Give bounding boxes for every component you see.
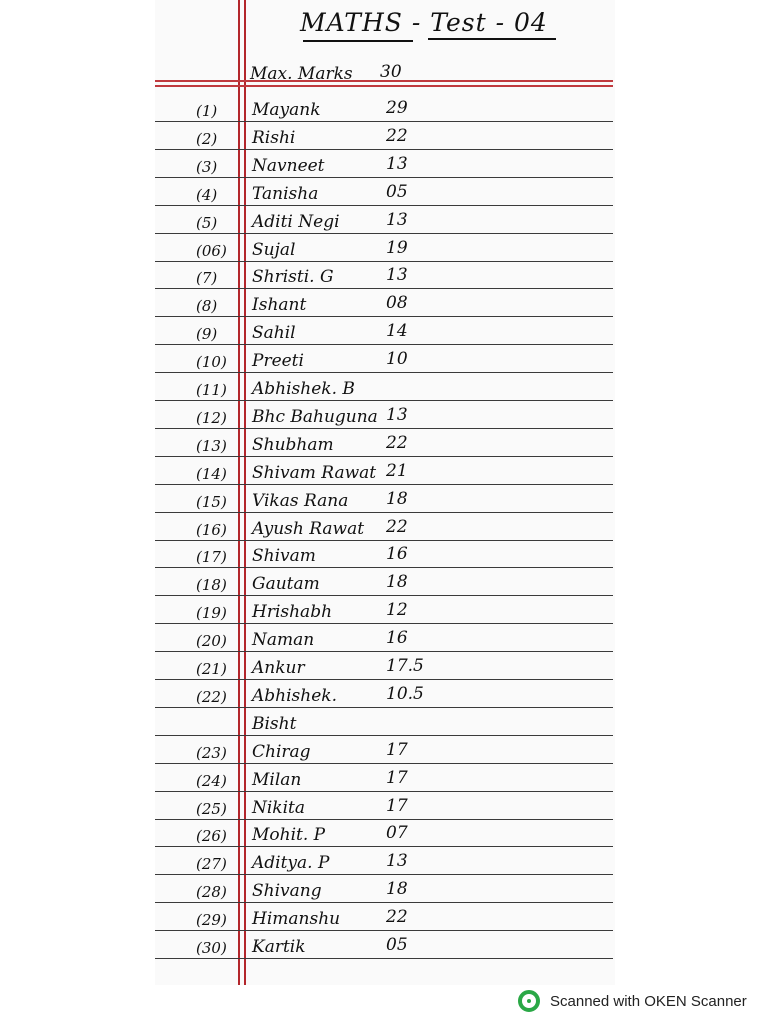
row-serial: (25) [196,799,227,818]
row-mark: 19 [386,237,408,258]
row-mark: 13 [386,404,408,425]
row-serial: (23) [196,743,227,762]
row-student-name: Bhc Bahuguna [252,406,378,427]
row-serial: (26) [196,827,227,846]
row-serial: (24) [196,771,227,790]
margin-line-right [244,0,246,985]
ruled-line [155,874,613,875]
row-mark: 10 [386,349,408,370]
row-student-name: Himanshu [252,909,341,930]
row-student-name: Ishant [252,295,307,316]
row-student-name: Shivam Rawat [252,462,377,483]
row-mark: 13 [386,265,408,286]
row-serial: (12) [196,408,227,427]
ruled-line [155,512,613,513]
row-student-name: Rishi [252,127,296,148]
row-student-name: Sahil [252,323,296,344]
ruled-line [155,846,613,847]
ruled-line [155,791,613,792]
row-mark: 21 [386,460,408,481]
row-mark: 22 [386,432,408,453]
ruled-line [155,261,613,262]
row-serial: (1) [196,102,218,120]
ruled-line [155,288,613,289]
row-mark: 12 [386,600,408,621]
row-serial: (14) [196,464,227,483]
ruled-line [155,121,613,122]
row-mark: 17.5 [386,656,424,676]
row-serial: (29) [196,911,227,930]
row-mark: 05 [386,181,408,202]
row-student-name: Tanisha [252,183,319,204]
row-serial: (19) [196,604,227,623]
row-mark: 16 [386,628,408,649]
row-serial: (4) [196,185,218,204]
row-student-name: Aditi Negi [252,211,340,232]
footer-text: Scanned with OKEN Scanner [550,992,747,1010]
ruled-line [155,595,613,596]
max-marks-value: 30 [380,62,402,82]
row-serial: (10) [196,353,227,372]
row-serial: (5) [196,213,218,232]
row-mark: 13 [386,851,408,872]
row-serial: (13) [196,436,227,455]
page-title: MATHS - Test - 04 [300,8,548,37]
row-mark: 18 [386,572,408,593]
row-mark: 22 [386,125,408,146]
ruled-line [155,679,613,680]
row-serial: (11) [196,381,227,399]
margin-line-left [238,0,240,985]
row-serial: (30) [196,939,227,957]
ruled-line [155,958,613,959]
ruled-line [155,400,613,401]
row-serial: (8) [196,297,218,316]
scanner-footer [518,990,747,1012]
row-serial: (27) [196,855,227,874]
row-student-name: Milan [252,769,302,790]
row-student-name: Ankur [252,658,305,678]
ruled-line [155,819,613,820]
row-student-name: Sujal [252,239,296,260]
ruled-line [155,344,613,345]
row-mark: 07 [386,823,408,844]
row-student-name: Shristi. G [252,267,334,288]
row-student-name: Mohit. P [252,825,326,846]
row-student-name: Shivam [252,546,316,567]
ruled-line [155,177,613,178]
row-serial: (2) [196,129,218,148]
title-underline [428,38,556,40]
row-student-name: Gautam [252,574,320,595]
row-student-name: Chirag [252,741,311,762]
row-mark: 14 [386,321,408,342]
scanner-logo-icon [518,990,540,1012]
row-student-name: Hrishabh [252,602,333,623]
row-mark: 17 [386,795,408,816]
ruled-line [155,372,613,373]
row-student-name: Abhishek. B [252,379,355,399]
ruled-line [155,316,613,317]
row-serial: (20) [196,632,227,651]
title-underline [303,40,413,42]
ruled-line [155,735,613,736]
row-mark: 08 [386,293,408,314]
row-mark: 22 [386,907,408,928]
ruled-line [155,567,613,568]
row-student-name: Shubham [252,434,334,455]
row-serial: (22) [196,687,227,706]
ruled-line [155,456,613,457]
row-student-name: Kartik [252,937,306,957]
max-marks-label: Max. Marks [250,64,353,84]
row-mark: 18 [386,488,408,509]
row-serial: (15) [196,492,227,511]
row-serial: (18) [196,576,227,595]
row-serial: (7) [196,269,218,288]
row-student-name: Nikita [252,797,306,818]
ruled-line [155,902,613,903]
ruled-line [155,233,613,234]
row-mark: 18 [386,879,408,900]
row-mark: 10.5 [386,683,424,704]
ruled-line [155,651,613,652]
row-student-name: Aditya. P [252,853,330,874]
ruled-line [155,428,613,429]
row-serial: (06) [196,241,227,260]
row-student-name: Navneet [252,155,325,176]
row-serial: (17) [196,548,227,567]
row-mark: 05 [386,935,408,955]
row-student-name: Naman [252,630,315,651]
row-student-name: Mayank [252,100,321,120]
ruled-line [155,623,613,624]
row-student-name: Vikas Rana [252,490,349,511]
row-student-name: Shivang [252,881,322,902]
ruled-line [155,484,613,485]
row-student-name: Ayush Rawat [252,518,365,539]
row-serial: (28) [196,883,227,902]
row-mark: 16 [386,544,408,565]
row-mark: 29 [386,98,408,118]
row-mark: 17 [386,739,408,760]
ruled-line [155,707,613,708]
row-mark: 13 [386,153,408,174]
ruled-line [155,205,613,206]
row-student-name: Bisht [252,713,297,734]
row-student-name: Preeti [252,351,304,372]
row-serial: (16) [196,520,227,539]
header-red-line [155,85,613,87]
row-mark: 22 [386,516,408,537]
row-mark: 13 [386,209,408,230]
row-student-name: Abhishek. [252,685,337,706]
ruled-line [155,930,613,931]
ruled-line [155,149,613,150]
row-serial: (3) [196,157,218,176]
row-serial: (9) [196,325,218,344]
row-mark: 17 [386,767,408,788]
row-serial: (21) [196,660,227,678]
ruled-line [155,763,613,764]
ruled-line [155,540,613,541]
